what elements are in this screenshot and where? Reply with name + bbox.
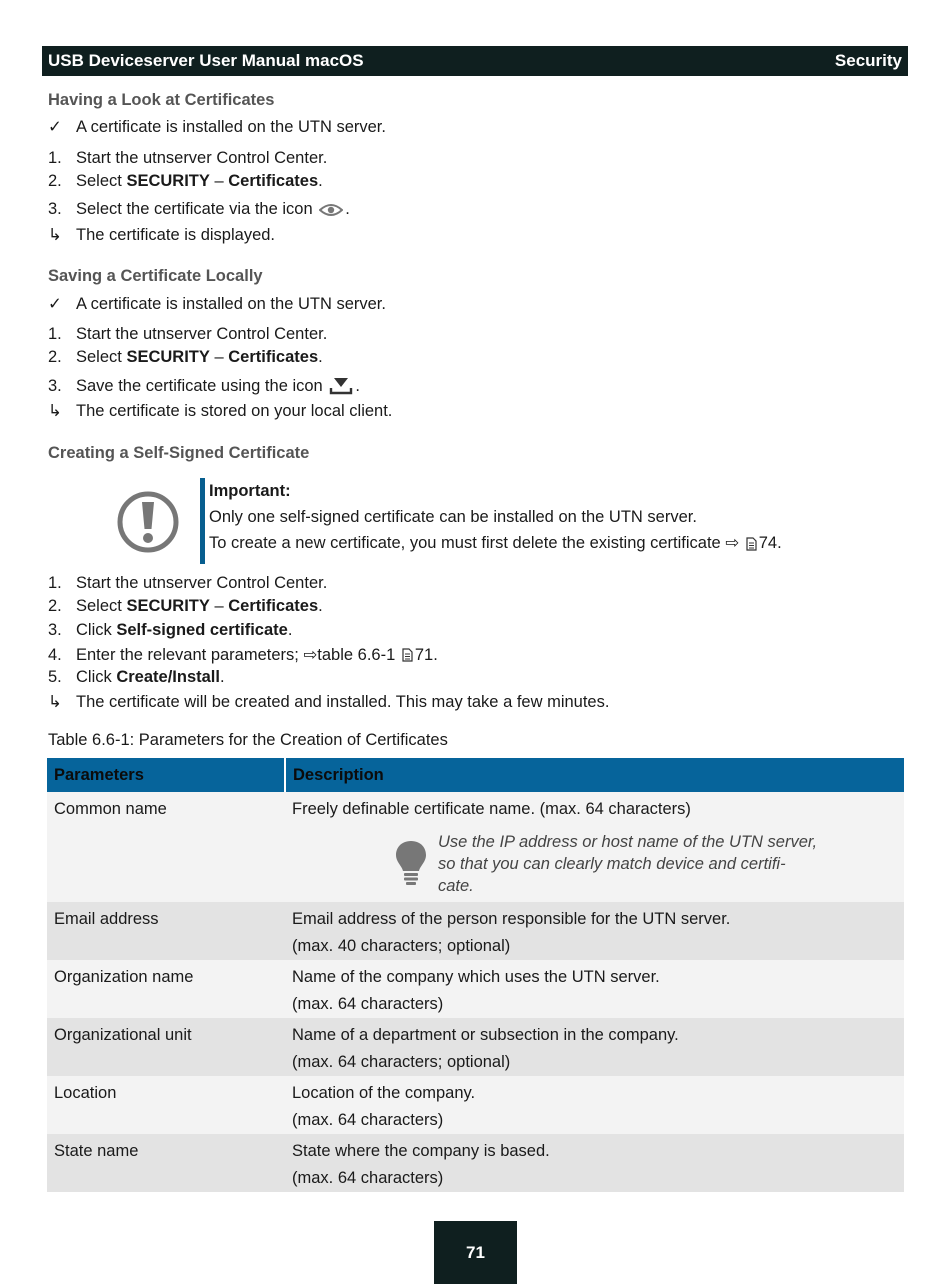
- menu-security: SECURITY: [126, 597, 210, 615]
- page-reference[interactable]: 71.: [414, 645, 438, 664]
- step-item: [48, 376, 360, 396]
- result-arrow: ↳: [48, 226, 62, 244]
- precondition-text: A certificate is installed on the UTN server.: [76, 294, 386, 313]
- desc-cell: [285, 1134, 904, 1192]
- result-text: The certificate is displayed.: [76, 225, 276, 244]
- desc-text: Email address of the person responsible for the UTN server.: [292, 910, 731, 928]
- result-text: The certificate is stored on your local client.: [76, 401, 393, 420]
- step-number: 3.: [48, 200, 62, 218]
- column-header: Description: [285, 758, 904, 792]
- punct: .: [318, 348, 323, 366]
- step-text: Select: [76, 172, 127, 190]
- page-icon: [746, 537, 757, 551]
- exclamation-icon: [117, 491, 179, 553]
- step-number: 4.: [48, 645, 62, 664]
- punct: .: [287, 621, 293, 639]
- step-item: [48, 348, 323, 367]
- table-reference[interactable]: table 6.6-1: [317, 645, 400, 664]
- tip-text: Use the IP address or host name of the UTN server, so that you can clearly match device and certifi-cate.: [438, 833, 818, 895]
- desc-cell: [285, 960, 904, 1018]
- button-create-install: Create/Install: [116, 668, 220, 686]
- param-cell: State name: [47, 1134, 285, 1192]
- download-icon: [329, 376, 353, 396]
- param-cell: Email address: [47, 902, 285, 960]
- section-heading-view-certificate: Having a Look at Certificates: [48, 91, 275, 109]
- param-cell: Organizational unit: [47, 1018, 285, 1076]
- important-text: [209, 530, 850, 556]
- desc-text: (max. 64 characters): [292, 995, 444, 1013]
- step-item: [48, 325, 327, 344]
- chapter-title: Security: [834, 51, 902, 70]
- desc-cell: [285, 792, 904, 902]
- separator: –: [209, 172, 229, 190]
- result-arrow: ↳: [48, 693, 62, 711]
- cross-ref-arrow-icon: ⇨: [725, 534, 740, 552]
- result-item: [48, 225, 275, 245]
- param-cell: Location: [47, 1076, 285, 1134]
- menu-certificates: Certificates: [228, 597, 319, 615]
- step-number: 2.: [48, 597, 62, 615]
- table-row: [47, 792, 904, 902]
- tip-note: [394, 833, 897, 895]
- table-row: [47, 1018, 904, 1076]
- lightbulb-icon: [394, 839, 428, 885]
- important-note: [200, 478, 850, 564]
- precondition: [48, 117, 386, 137]
- desc-cell: [285, 902, 904, 960]
- step-text: Start the utnserver Control Center.: [76, 149, 328, 167]
- result-item: [48, 692, 609, 712]
- important-label: Important:: [209, 482, 291, 500]
- menu-security: SECURITY: [126, 348, 210, 366]
- result-item: [48, 401, 392, 421]
- desc-text: (max. 64 characters): [292, 1169, 444, 1187]
- step-number: 1.: [48, 574, 62, 592]
- page-icon: [402, 648, 413, 662]
- page-header: [42, 46, 908, 76]
- step-text: Save the certificate using the icon: [76, 376, 328, 395]
- precondition-text: A certificate is installed on the UTN server.: [76, 117, 386, 136]
- table-caption: Table 6.6-1: Parameters for the Creation of Certificates: [48, 731, 448, 749]
- desc-text: Location of the company.: [292, 1084, 476, 1102]
- table-row: [47, 960, 904, 1018]
- desc-text: Name of the company which uses the UTN server.: [292, 968, 660, 986]
- manual-title: USB Deviceserver User Manual macOS: [48, 51, 364, 70]
- step-text: Select: [76, 348, 127, 366]
- menu-certificates: Certificates: [228, 172, 319, 190]
- step-text: Start the utnserver Control Center.: [76, 574, 328, 592]
- table-row: [47, 902, 904, 960]
- desc-text: (max. 40 characters; optional): [292, 937, 511, 955]
- punct: .: [345, 200, 350, 218]
- menu-certificates: Certificates: [228, 348, 319, 366]
- eye-icon: [319, 203, 343, 217]
- desc-text: State where the company is based.: [292, 1142, 550, 1160]
- step-item: [48, 621, 292, 640]
- step-text: Click: [76, 668, 117, 686]
- param-cell: Common name: [47, 792, 285, 902]
- punct: .: [355, 376, 360, 395]
- step-text: Select the certificate via the icon: [76, 200, 318, 218]
- cross-ref-arrow-icon: ⇨: [303, 646, 318, 664]
- step-number: 1.: [48, 325, 62, 343]
- step-item: [48, 149, 327, 168]
- punct: .: [318, 597, 323, 615]
- parameters-table: [47, 758, 904, 1192]
- step-text: Click: [76, 621, 117, 639]
- step-number: 2.: [48, 172, 62, 190]
- precondition: [48, 294, 386, 314]
- step-item: [48, 200, 350, 219]
- step-number: 1.: [48, 149, 62, 167]
- desc-cell: [285, 1018, 904, 1076]
- result-text: The certificate will be created and installed. This may take a few minutes.: [76, 692, 610, 711]
- step-item: [48, 597, 323, 616]
- punct: .: [219, 668, 225, 686]
- desc-text: Name of a department or subsection in the company.: [292, 1026, 679, 1044]
- step-item: [48, 645, 438, 665]
- check-mark: ✓: [48, 118, 62, 136]
- check-mark: ✓: [48, 295, 62, 313]
- step-item: [48, 172, 323, 191]
- desc-cell: [285, 1076, 904, 1134]
- desc-text: (max. 64 characters; optional): [292, 1053, 511, 1071]
- menu-security: SECURITY: [126, 172, 210, 190]
- step-text: Select: [76, 597, 127, 615]
- table-row: [47, 1134, 904, 1192]
- step-number: 3.: [48, 376, 62, 395]
- important-text: Only one self-signed certificate can be installed on the UTN server.: [209, 508, 697, 526]
- step-item: [48, 668, 225, 687]
- column-header: Parameters: [47, 758, 285, 792]
- step-text: Start the utnserver Control Center.: [76, 325, 328, 343]
- result-arrow: ↳: [48, 402, 62, 420]
- table-row: [47, 1076, 904, 1134]
- step-text: Enter the relevant parameters;: [76, 645, 304, 664]
- section-heading-save-certificate: Saving a Certificate Locally: [48, 267, 263, 285]
- section-heading-create-certificate: Creating a Self-Signed Certificate: [48, 444, 310, 462]
- page-number: 71: [434, 1221, 517, 1284]
- step-number: 2.: [48, 348, 62, 366]
- separator: –: [209, 597, 229, 615]
- punct: .: [318, 172, 323, 190]
- important-text-part: To create a new certificate, you must first delete the existing certificate: [209, 534, 726, 552]
- desc-text: (max. 64 characters): [292, 1111, 444, 1129]
- button-self-signed: Self-signed certificate: [116, 621, 288, 639]
- step-number: 5.: [48, 668, 62, 686]
- param-cell: Organization name: [47, 960, 285, 1018]
- page-reference[interactable]: 74.: [758, 534, 782, 552]
- desc-text: Freely definable certificate name. (max. 64 characters): [292, 800, 691, 818]
- step-item: [48, 574, 327, 593]
- step-number: 3.: [48, 621, 62, 639]
- separator: –: [209, 348, 229, 366]
- table-header-row: [47, 758, 904, 792]
